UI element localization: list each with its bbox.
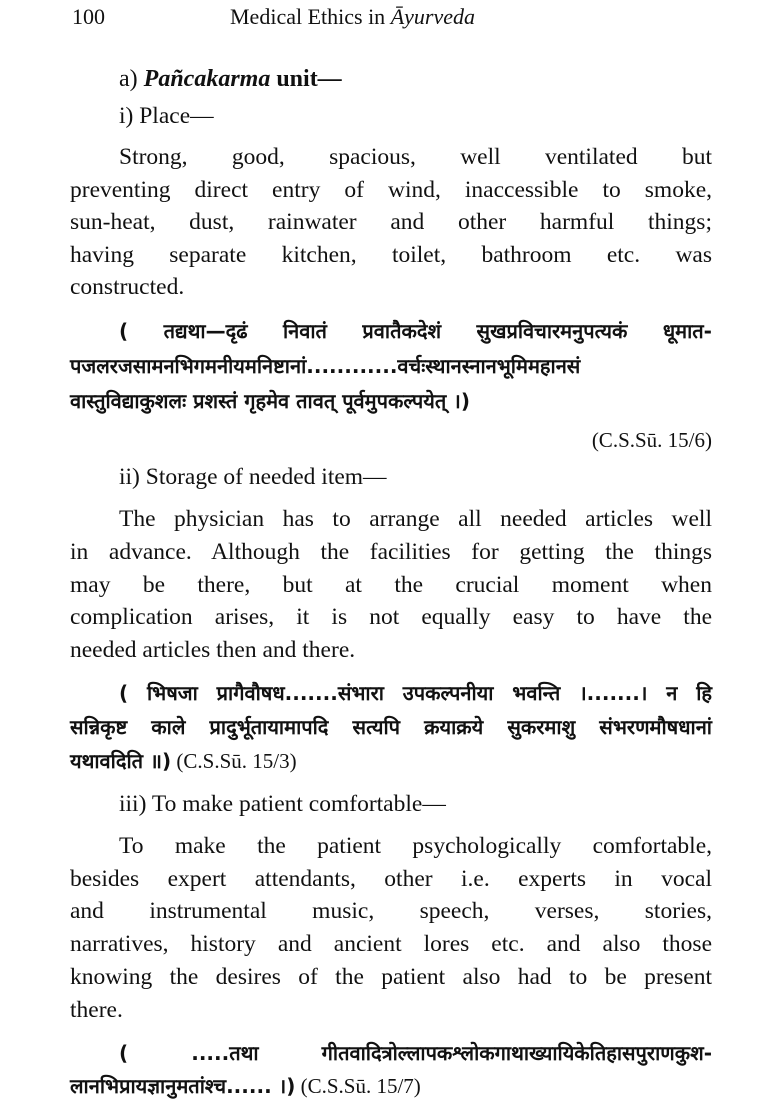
citation-reference: (C.S.Sū. 15/3) xyxy=(171,749,297,773)
paragraph-line: To make the patient psychologically comfortable, xyxy=(119,833,712,859)
section-heading-pancakarma xyxy=(119,62,342,96)
paragraph-line: knowing the desires of the patient also had to be present xyxy=(70,964,712,990)
sanskrit-text: यथावदिति ॥) xyxy=(70,749,172,773)
page-number: 100 xyxy=(72,4,105,29)
section-title-rest: unit— xyxy=(270,66,342,92)
paragraph-line: sun-heat, dust, rainwater and other harmful things; xyxy=(70,209,712,235)
paragraph-line: The physician has to arrange all needed articles well xyxy=(119,506,712,532)
section-label: a) xyxy=(119,66,144,92)
sanskrit-quote-line xyxy=(70,1069,712,1103)
paragraph-line: having separate kitchen, toilet, bathroom etc. was xyxy=(70,242,712,268)
sanskrit-quote-line: ( तद्यथा—दृढं निवातं प्रवातैकदेशं सुखप्रविचारमनुपत्यकं धूमात- xyxy=(119,319,712,343)
citation-reference: (C.S.Sū. 15/6) xyxy=(591,428,712,452)
sanskrit-quote-line: ( .....तथा गीतवादित्रोल्लापकश्लोकगाथाख्यायिकेतिहासपुराणकुश- xyxy=(119,1041,712,1065)
subheading-place: i) Place— xyxy=(119,103,214,129)
paragraph-line: there. xyxy=(70,997,123,1023)
subheading-storage: ii) Storage of needed item— xyxy=(119,464,387,490)
running-head xyxy=(70,2,720,32)
book-title xyxy=(230,2,475,32)
paragraph-line: besides expert attendants, other i.e. experts in vocal xyxy=(70,866,712,892)
sanskrit-quote-line: पजलरजसामनभिगमनीयमनिष्टानां............वर्चःस्थानस्नानभूमिमहानसं xyxy=(70,354,581,378)
sanskrit-quote-line: सन्निकृष्ट काले प्रादुर्भूतायामापदि सत्यपि क्रयाक्रये सुकरमाशु संभरणमौषधानां xyxy=(70,715,712,739)
paragraph-line: complication arises, it is not equally easy to have the xyxy=(70,604,712,630)
subheading-comfort: iii) To make patient comfortable— xyxy=(119,791,446,817)
paragraph-line: preventing direct entry of wind, inaccessible to smoke, xyxy=(70,177,712,203)
sanskrit-quote-line: वास्तुविद्याकुशलः प्रशस्तं गृहमेव तावत् पूर्वमुपकल्पयेत् ।) xyxy=(70,389,470,413)
paragraph-line: Strong, good, spacious, well ventilated but xyxy=(119,144,712,170)
paragraph-line: narratives, history and ancient lores etc. and also those xyxy=(70,931,712,957)
citation-reference: (C.S.Sū. 15/7) xyxy=(295,1074,421,1098)
sanskrit-quote-line: ( भिषजा प्रागैवौषध.......संभारा उपकल्पनीया भवन्ति ।.......। न हि xyxy=(119,681,712,705)
sanskrit-quote-line xyxy=(70,744,712,778)
book-title-italic: Āyurveda xyxy=(390,4,475,29)
sanskrit-text: लानभिप्रायज्ञानुमतांश्च...... ।) xyxy=(70,1074,296,1098)
paragraph-line: and instrumental music, speech, verses, stories, xyxy=(70,898,712,924)
paragraph-line: needed articles then and there. xyxy=(70,637,356,663)
paragraph-line: constructed. xyxy=(70,274,185,300)
paragraph-line: in advance. Although the facilities for getting the things xyxy=(70,539,712,565)
book-title-text: Medical Ethics in xyxy=(230,4,391,29)
paragraph-line: may be there, but at the crucial moment when xyxy=(70,572,712,598)
section-title-italic: Pañcakarma xyxy=(143,66,271,92)
